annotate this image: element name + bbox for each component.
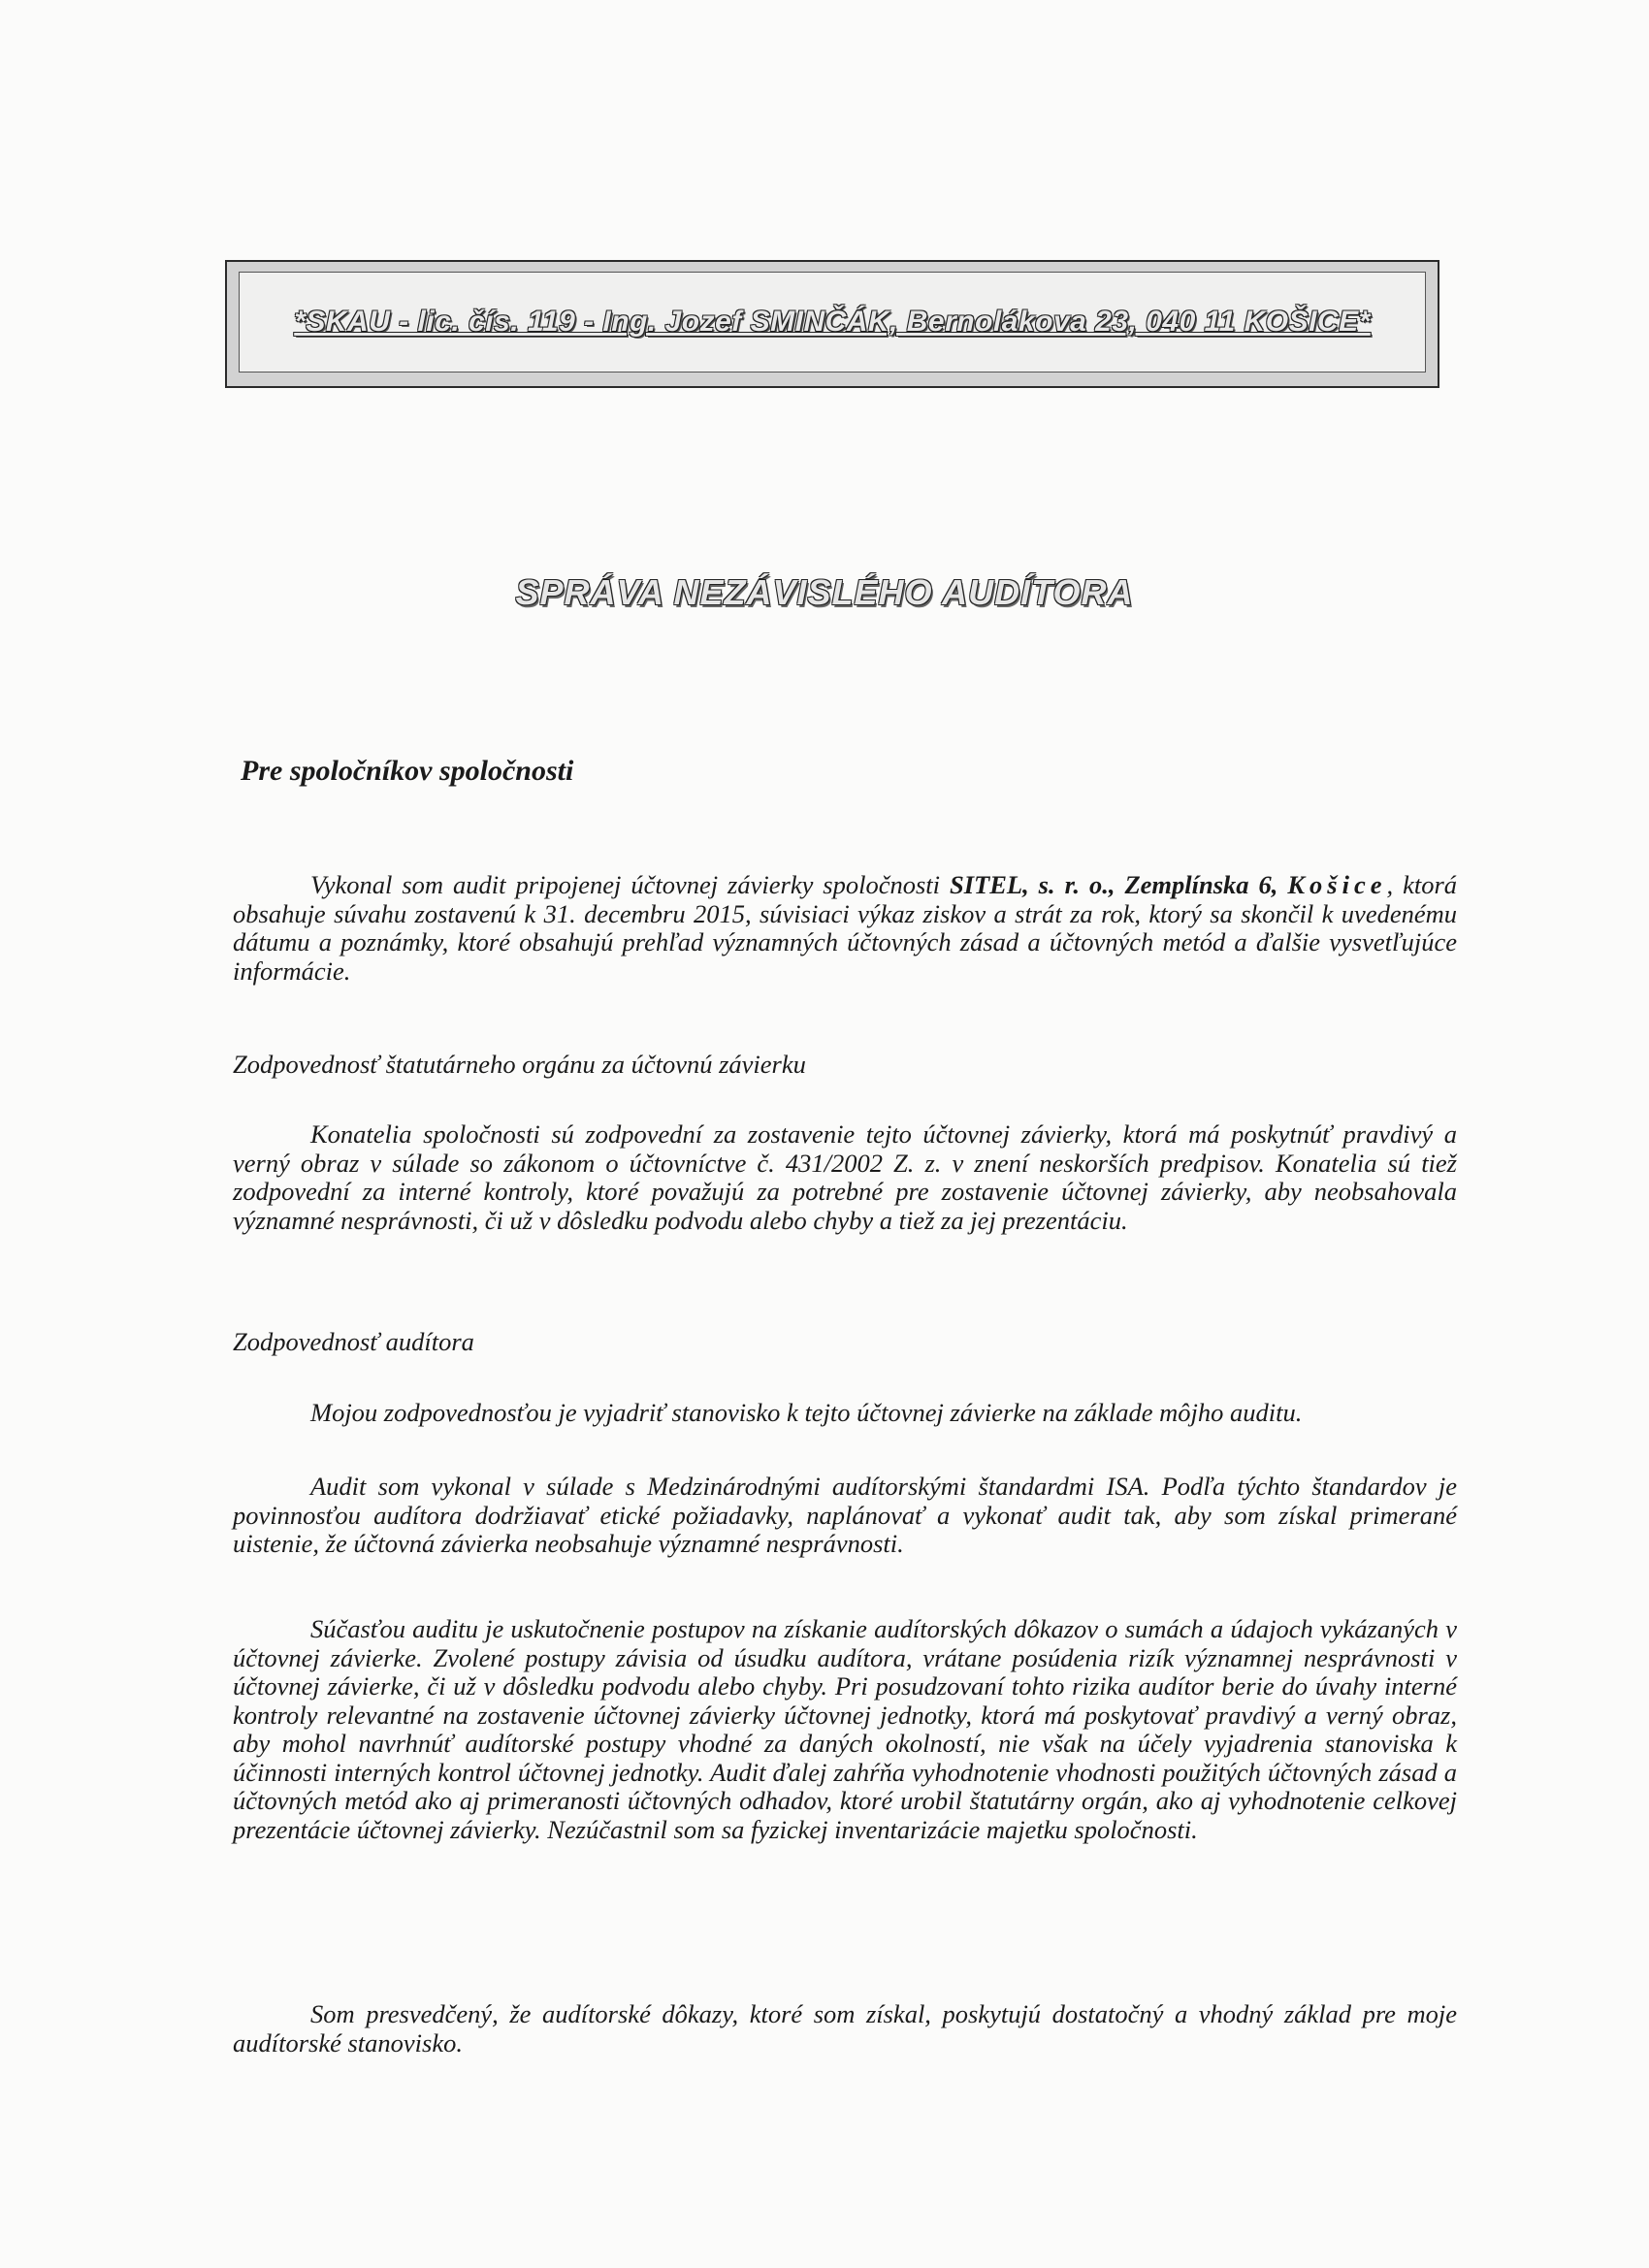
paragraph-auditor-opinion: Mojou zodpovednosťou je vyjadriť stanovisko k tejto účtovnej závierke na základe môjho auditu. [310,1398,1303,1427]
letterhead-text: *SKAU - lic. čís. 119 - Ing. Jozef SMINČÁK, Bernolákova 23, 040 11 KOŠICE* [294,306,1371,338]
letterhead-inner [239,272,1426,373]
paragraph-audit-procedures: Súčasťou auditu je uskutočnenie postupov na získanie audítorských dôkazov o sumách a údajoch vykázaných v účtovnej závierke. Zvolené postupy závisia od úsudku audítora, vrátane posúdenia rizík významnej nesprávnosti v účtovnej závierke, či už v dôsledku podvodu alebo chyby. Pri posudzovaní tohto rizika audítor berie do úvahy interné kontroly relevantné na zostavenie účtovnej závierky účtovnej jednotky, ktorá má poskytovať pravdivý a verný obraz, aby mohol navrhnúť audítorské postupy vhodné za daných okolností, nie však na účely vyjadrenia stanoviska k účinnosti interných kontrol účtovnej jednotky. Audit ďalej zahŕňa vyhodnotenie vhodnosti použitých účtovných zásad a účtovných metód ako aj primeranosti účtovných odhadov, ktoré urobil štatutárny orgán, ako aj vyhodnotenie celkovej prezentácie účtovnej závierky. Nezúčastnil som sa fyzickej inventarizácie majetku spoločnosti. [233,1614,1457,1844]
salutation: Pre spoločníkov spoločnosti [241,755,574,787]
paragraph-audit-scope-rest: , ktorá obsahuje súvahu zostavenú k 31. decembru 2015, súvisiaci výkaz ziskov a strát za rok, ktorý sa skončil k uvedenému dátumu a poznámky, ktoré obsahujú prehľad významných účtovných zásad a účtovných metód a ďalšie vysvetľujúce informácie. [233,870,1458,986]
paragraph-statutory-responsibility: Konatelia spoločnosti sú zodpovední za zostavenie tejto účtovnej závierky, ktorá má poskytnúť pravdivý a verný obraz v súlade so zákonom o účtovníctve č. 431/2002 Z. z. v znení neskorších predpisov. Konatelia sú tiež zodpovední za interné kontroly, ktoré považujú za potrebné pre zostavenie účtovnej závierky, aby neobsahovala významné nesprávnosti, či už v dôsledku podvodu alebo chyby a tiež za jej prezentáciu. [233,1119,1457,1235]
company-city: Košice [1287,870,1387,899]
auditor-letterhead-box [225,260,1439,388]
paragraph-audit-scope-lead: Vykonal som audit pripojenej účtovnej závierky spoločnosti [310,870,950,899]
report-title: SPRÁVA NEZÁVISLÉHO AUDÍTORA [515,572,1134,612]
company-name: SITEL, s. r. o., Zemplínska 6, [949,870,1278,899]
heading-statutory-responsibility: Zodpovednosť štatutárneho orgánu za účtovnú závierku [233,1050,806,1079]
paragraph-audit-scope [233,871,1457,986]
paragraph-audit-evidence: Som presvedčený, že audítorské dôkazy, ktoré som získal, poskytujú dostatočný a vhodný základ pre moje audítorské stanovisko. [233,1999,1457,2057]
paragraph-isa-standards: Audit som vykonal v súlade s Medzinárodnými audítorskými štandardmi ISA. Podľa týchto štandardov je povinnosťou audítora dodržiavať etické požiadavky, naplánovať a vykonať audit tak, aby som získal primerané uistenie, že účtovná závierka neobsahuje významné nesprávnosti. [233,1472,1457,1558]
heading-auditor-responsibility: Zodpovednosť audítora [233,1327,474,1356]
